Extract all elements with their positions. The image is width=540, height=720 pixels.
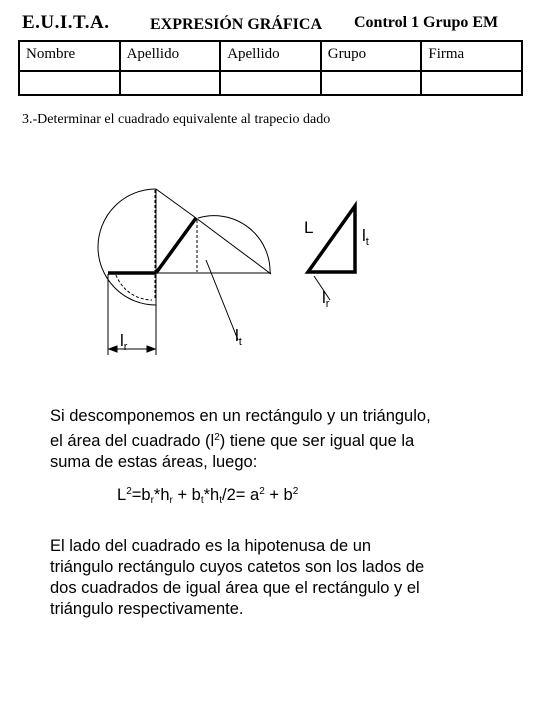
label-lr-right: $l_r$ (322, 288, 330, 310)
column-header-grupo: Grupo (321, 41, 422, 71)
school-name: E.U.I.T.A. (22, 12, 110, 33)
thick-lines (108, 218, 196, 273)
label-lr-left: $l_r$ (120, 331, 128, 353)
exam-title: Control 1 Grupo EM (354, 14, 499, 31)
dimension-lr (109, 346, 155, 352)
trapezoid-slant-edge (196, 218, 271, 274)
right-triangle (308, 206, 355, 272)
side-lt (156, 218, 196, 273)
column-header-firma: Firma (421, 41, 522, 71)
subject-title: EXPRESIÓN GRÁFICA (150, 16, 323, 33)
paragraph-1: Si descomponemos en un rectángulo y un triángulo, el área del cuadrado $(l^2)$ tiene que ser igual que la suma de estas áreas, luego: (50, 407, 431, 471)
label-L: L (304, 218, 314, 237)
task-statement: 3.-Determinar el cuadrado equivalente al trapecio dado (22, 112, 331, 127)
column-header-apellido-1: Apellido (120, 41, 221, 71)
area-formula: $L^2=b_r*h_r + b_t*h_t/2= a^2 + b^2$ (117, 486, 299, 506)
label-lt-right: $l_t$ (362, 226, 369, 248)
label-lt-left: $l_t$ (235, 326, 242, 348)
left-semicircle (98, 189, 156, 305)
column-header-apellido-2: Apellido (220, 41, 321, 71)
paragraph-2: El lado del cuadrado es la hipotenusa de un triángulo rectángulo cuyos catetos son los lados de dos cuadrados de igual área que el rectángulo y el triángulo respectivamente. (50, 537, 425, 618)
column-header-nombre: Nombre (19, 41, 120, 71)
trapezoid-top-edge (156, 189, 196, 218)
leader-line-lt (206, 260, 238, 340)
